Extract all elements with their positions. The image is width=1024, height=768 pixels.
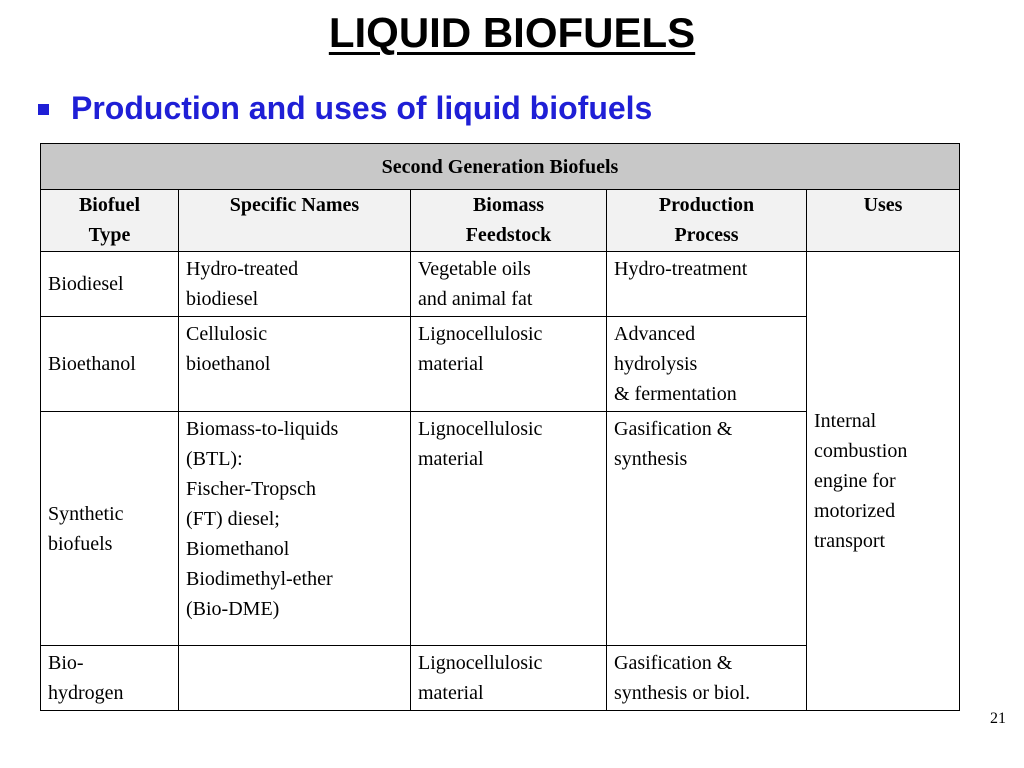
column-header-specific-names: Specific Names: [179, 190, 411, 252]
column-header-biofuel-type: Biofuel Type: [41, 190, 179, 252]
cell-production-process: Hydro-treatment: [607, 252, 807, 317]
column-header-production-process: Production Process: [607, 190, 807, 252]
cell-production-process: Advanced hydrolysis & fermentation: [607, 317, 807, 412]
column-header-uses: Uses: [807, 190, 960, 252]
square-bullet-icon: [38, 104, 49, 115]
table-group-header: Second Generation Biofuels: [41, 144, 960, 190]
biofuels-table: [40, 143, 960, 711]
cell-specific-names: [179, 646, 411, 711]
slide-title: LIQUID BIOFUELS: [328, 9, 696, 56]
cell-biomass-feedstock: Vegetable oils and animal fat: [411, 252, 607, 317]
cell-production-process: Gasification & synthesis or biol.: [607, 646, 807, 711]
subtitle-bullet-item: [38, 90, 652, 127]
cell-biofuel-type: Synthetic biofuels: [41, 412, 179, 646]
page-number: 21: [990, 710, 1006, 727]
table-row: [41, 252, 960, 317]
cell-biomass-feedstock: Lignocellulosic material: [411, 646, 607, 711]
cell-uses: Internal combustion engine for motorized transport: [807, 252, 960, 711]
cell-biofuel-type: Bioethanol: [41, 317, 179, 412]
column-header-biomass-feedstock: Biomass Feedstock: [411, 190, 607, 252]
cell-biomass-feedstock: Lignocellulosic material: [411, 412, 607, 646]
cell-specific-names: Biomass-to-liquids (BTL): Fischer-Tropsch (FT) diesel; Biomethanol Biodimethyl-ether (Bio-DME): [179, 412, 411, 646]
cell-production-process: Gasification & synthesis: [607, 412, 807, 646]
cell-biomass-feedstock: Lignocellulosic material: [411, 317, 607, 412]
cell-specific-names: Cellulosic bioethanol: [179, 317, 411, 412]
cell-biofuel-type: Biodiesel: [41, 252, 179, 317]
subtitle-text: Production and uses of liquid biofuels: [71, 90, 653, 126]
cell-biofuel-type: Bio- hydrogen: [41, 646, 179, 711]
cell-specific-names: Hydro-treated biodiesel: [179, 252, 411, 317]
slide-title-container: [0, 8, 1024, 58]
